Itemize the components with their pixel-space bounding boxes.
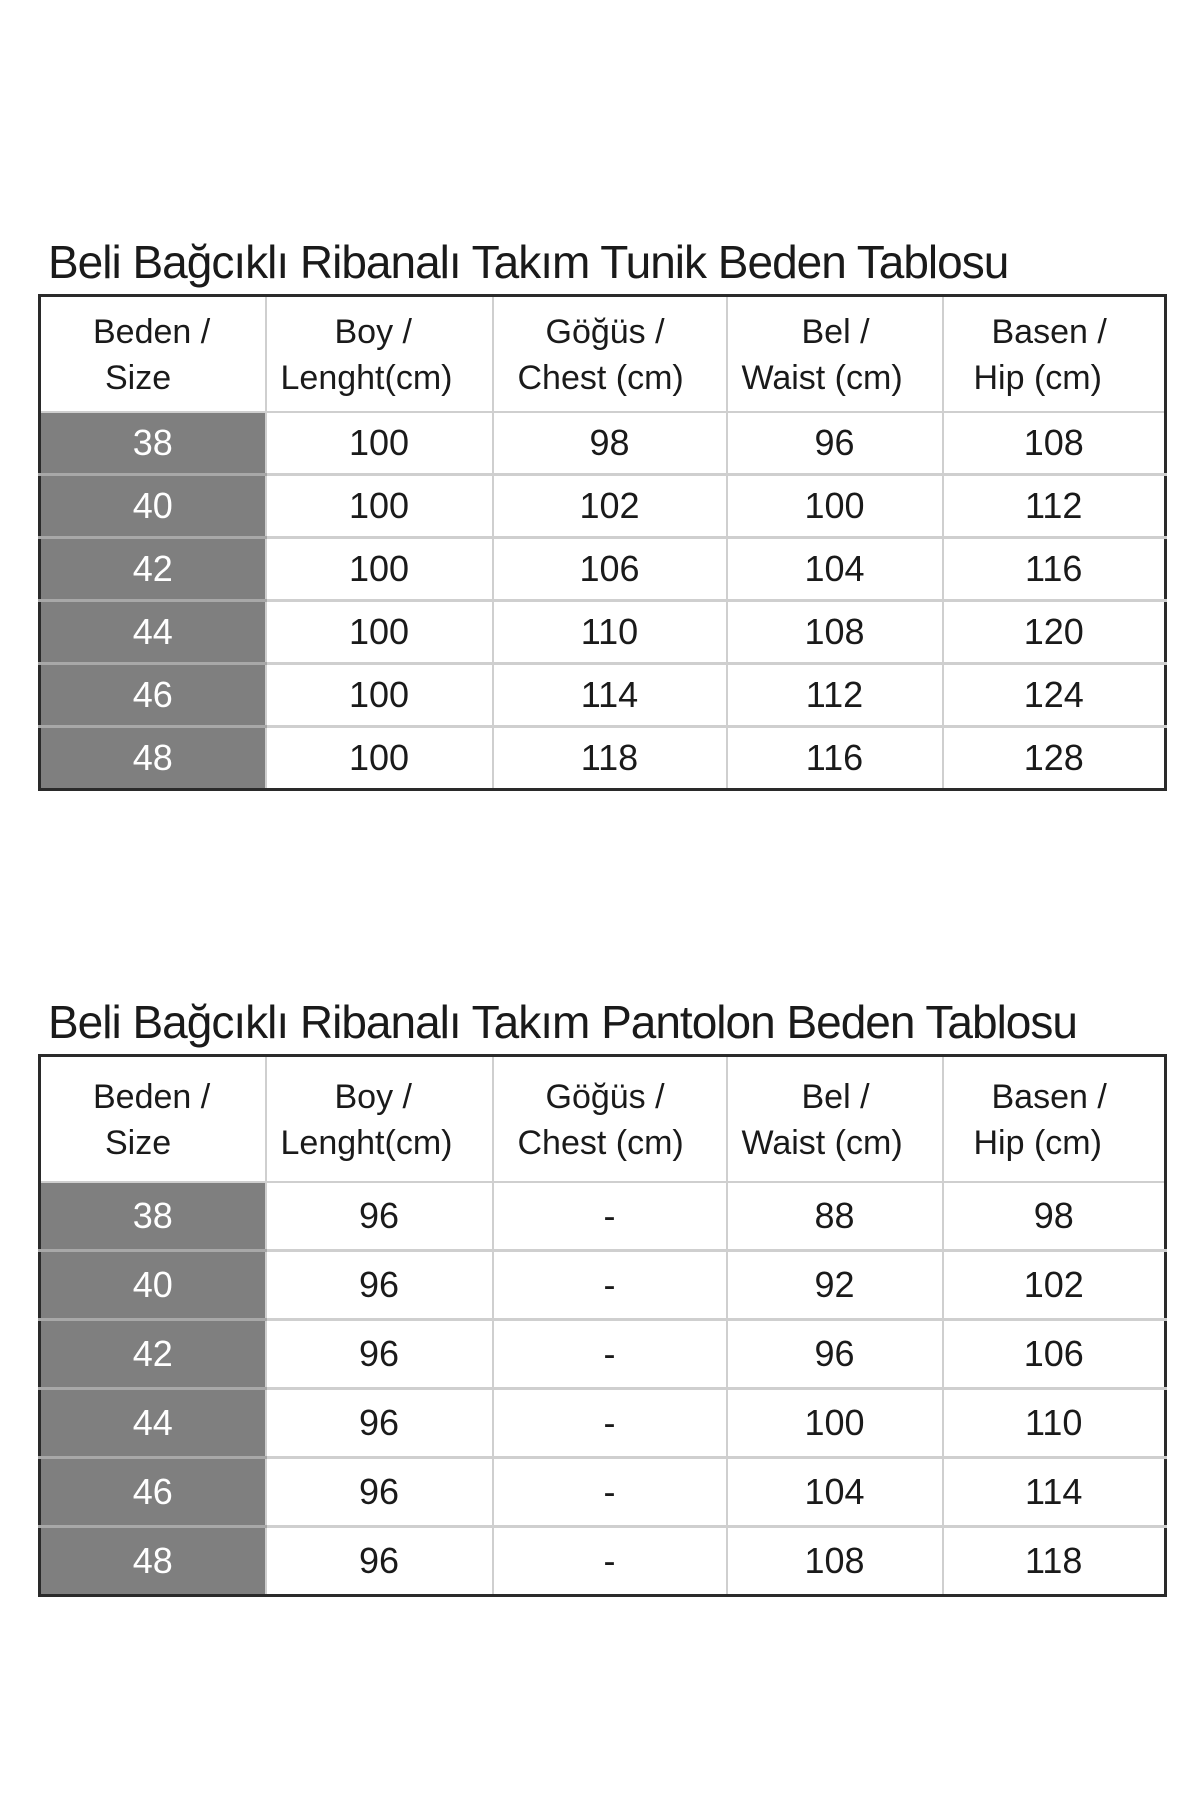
size-cell: 44 — [40, 601, 266, 664]
waist-cell: 96 — [727, 1320, 943, 1389]
header-waist: Bel / Waist (cm) — [727, 1056, 943, 1183]
header-size: Beden / Size — [40, 1056, 266, 1183]
table-row — [40, 1527, 1166, 1596]
header-length: Boy / Lenght(cm) — [266, 296, 493, 413]
length-cell: 96 — [266, 1389, 493, 1458]
size-cell: 42 — [40, 538, 266, 601]
size-cell: 38 — [40, 1182, 266, 1251]
size-cell: 46 — [40, 1458, 266, 1527]
chest-cell: 98 — [493, 412, 727, 475]
chest-cell: 114 — [493, 664, 727, 727]
chest-cell: - — [493, 1182, 727, 1251]
waist-cell: 116 — [727, 727, 943, 790]
hip-cell: 118 — [943, 1527, 1166, 1596]
length-cell: 100 — [266, 601, 493, 664]
chest-cell: - — [493, 1251, 727, 1320]
hip-cell: 112 — [943, 475, 1166, 538]
waist-cell: 96 — [727, 412, 943, 475]
waist-cell: 100 — [727, 1389, 943, 1458]
chest-cell: 106 — [493, 538, 727, 601]
waist-cell: 92 — [727, 1251, 943, 1320]
length-cell: 100 — [266, 412, 493, 475]
table-row — [40, 664, 1166, 727]
size-cell: 42 — [40, 1320, 266, 1389]
size-cell: 48 — [40, 1527, 266, 1596]
size-cell: 48 — [40, 727, 266, 790]
hip-cell: 128 — [943, 727, 1166, 790]
header-length: Boy / Lenght(cm) — [266, 1056, 493, 1183]
waist-cell: 88 — [727, 1182, 943, 1251]
chest-cell: - — [493, 1320, 727, 1389]
size-cell: 40 — [40, 475, 266, 538]
hip-cell: 110 — [943, 1389, 1166, 1458]
hip-cell: 108 — [943, 412, 1166, 475]
hip-cell: 124 — [943, 664, 1166, 727]
chest-cell: 118 — [493, 727, 727, 790]
waist-cell: 112 — [727, 664, 943, 727]
table-header-row — [40, 1056, 1166, 1183]
tunik-size-table — [38, 294, 1167, 791]
table-row — [40, 475, 1166, 538]
hip-cell: 114 — [943, 1458, 1166, 1527]
table-row — [40, 1458, 1166, 1527]
length-cell: 96 — [266, 1527, 493, 1596]
header-waist: Bel / Waist (cm) — [727, 296, 943, 413]
waist-cell: 108 — [727, 1527, 943, 1596]
waist-cell: 108 — [727, 601, 943, 664]
hip-cell: 120 — [943, 601, 1166, 664]
hip-cell: 98 — [943, 1182, 1166, 1251]
length-cell: 100 — [266, 538, 493, 601]
header-chest: Göğüs / Chest (cm) — [493, 296, 727, 413]
length-cell: 96 — [266, 1182, 493, 1251]
header-hip: Basen / Hip (cm) — [943, 1056, 1166, 1183]
chest-cell: - — [493, 1527, 727, 1596]
header-hip: Basen / Hip (cm) — [943, 296, 1166, 413]
length-cell: 100 — [266, 664, 493, 727]
table-row — [40, 727, 1166, 790]
chest-cell: 102 — [493, 475, 727, 538]
length-cell: 100 — [266, 727, 493, 790]
table-row — [40, 601, 1166, 664]
chest-cell: 110 — [493, 601, 727, 664]
length-cell: 100 — [266, 475, 493, 538]
pantolon-chart-title: Beli Bağcıklı Ribanalı Takım Pantolon Beden Tablosu — [48, 996, 1077, 1048]
length-cell: 96 — [266, 1458, 493, 1527]
tunik-size-chart — [38, 232, 1164, 791]
table-row — [40, 538, 1166, 601]
chest-cell: - — [493, 1458, 727, 1527]
table-row — [40, 1182, 1166, 1251]
table-row — [40, 412, 1166, 475]
size-cell: 44 — [40, 1389, 266, 1458]
table-row — [40, 1389, 1166, 1458]
size-cell: 46 — [40, 664, 266, 727]
waist-cell: 100 — [727, 475, 943, 538]
table-row — [40, 1251, 1166, 1320]
pantolon-size-chart — [38, 992, 1164, 1597]
size-cell: 38 — [40, 412, 266, 475]
chest-cell: - — [493, 1389, 727, 1458]
size-cell: 40 — [40, 1251, 266, 1320]
tunik-chart-title: Beli Bağcıklı Ribanalı Takım Tunik Beden Tablosu — [48, 236, 1009, 288]
waist-cell: 104 — [727, 538, 943, 601]
header-size: Beden / Size — [40, 296, 266, 413]
hip-cell: 106 — [943, 1320, 1166, 1389]
length-cell: 96 — [266, 1251, 493, 1320]
table-row — [40, 1320, 1166, 1389]
header-chest: Göğüs / Chest (cm) — [493, 1056, 727, 1183]
table-header-row — [40, 296, 1166, 413]
hip-cell: 116 — [943, 538, 1166, 601]
length-cell: 96 — [266, 1320, 493, 1389]
pantolon-size-table — [38, 1054, 1167, 1597]
hip-cell: 102 — [943, 1251, 1166, 1320]
waist-cell: 104 — [727, 1458, 943, 1527]
